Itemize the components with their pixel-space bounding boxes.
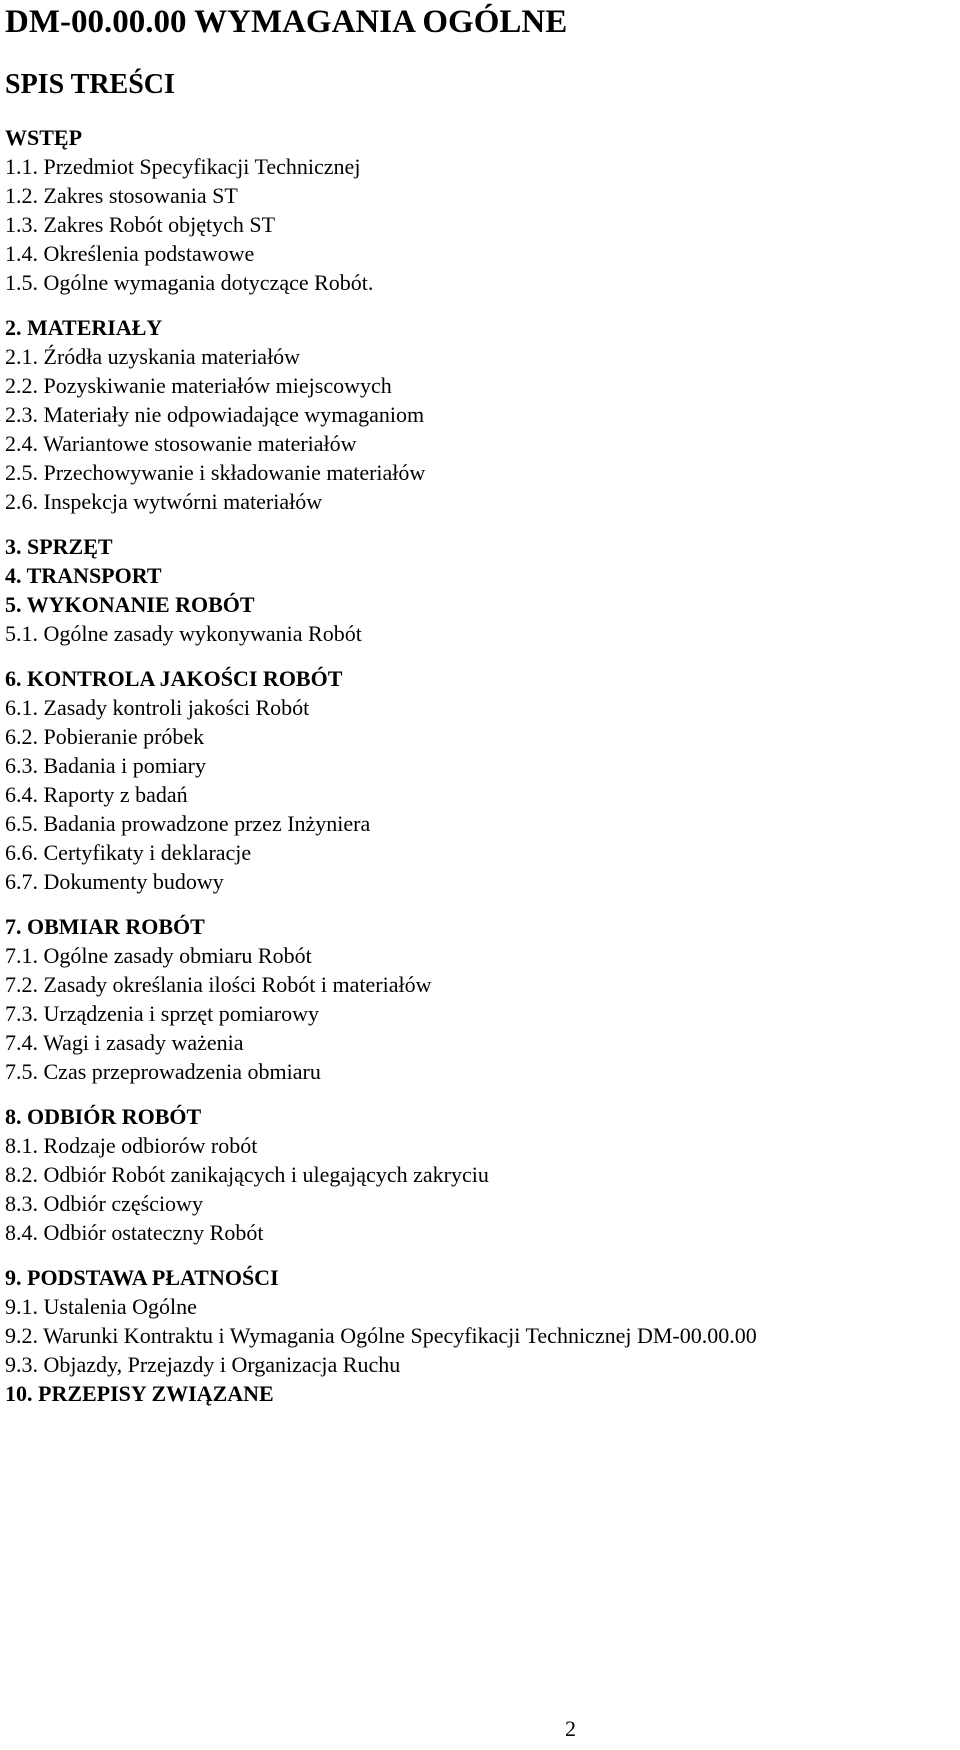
toc-entry: 5.1. Ogólne zasady wykonywania Robót	[5, 621, 362, 646]
toc-entry: 8.2. Odbiór Robót zanikających i ulegających zakryciu	[5, 1162, 489, 1187]
toc-entry: 9.1. Ustalenia Ogólne	[5, 1294, 197, 1319]
toc-chapter-heading: 9. PODSTAWA PŁATNOŚCI	[5, 1265, 279, 1290]
toc-entry: 6.7. Dokumenty budowy	[5, 869, 224, 894]
toc-entry: 8.3. Odbiór częściowy	[5, 1191, 203, 1216]
toc-entry: 1.3. Zakres Robót objętych ST	[5, 212, 276, 237]
toc-entry: 7.1. Ogólne zasady obmiaru Robót	[5, 943, 312, 968]
toc-chapter-heading: 4. TRANSPORT	[5, 563, 162, 588]
toc-entry: 6.2. Pobieranie próbek	[5, 724, 205, 749]
toc-entry: 2.5. Przechowywanie i składowanie materiałów	[5, 460, 426, 485]
toc-entry: 1.4. Określenia podstawowe	[5, 241, 255, 266]
toc-section	[5, 532, 960, 648]
toc-section	[5, 1102, 960, 1247]
toc-chapter-heading: 7. OBMIAR ROBÓT	[5, 914, 205, 939]
toc-entry: 1.2. Zakres stosowania ST	[5, 183, 238, 208]
toc-entry: 6.3. Badania i pomiary	[5, 753, 207, 778]
toc-entry: 9.3. Objazdy, Przejazdy i Organizacja Ruchu	[5, 1352, 401, 1377]
toc-entry: 7.2. Zasady określania ilości Robót i materiałów	[5, 972, 432, 997]
toc-entry: 8.1. Rodzaje odbiorów robót	[5, 1133, 258, 1158]
toc-section	[5, 313, 960, 516]
toc-chapter-heading: WSTĘP	[5, 125, 83, 150]
toc-entry: 2.2. Pozyskiwanie materiałów miejscowych	[5, 373, 392, 398]
toc-section	[5, 123, 960, 297]
toc-section	[5, 1263, 960, 1408]
toc-chapter-heading: 10. PRZEPISY ZWIĄZANE	[5, 1381, 274, 1406]
toc-entry: 8.4. Odbiór ostateczny Robót	[5, 1220, 264, 1245]
table-of-contents	[5, 123, 960, 1408]
toc-chapter-heading: 2. MATERIAŁY	[5, 315, 163, 340]
toc-entry: 9.2. Warunki Kontraktu i Wymagania Ogólne Specyfikacji Technicznej DM-00.00.00	[5, 1323, 757, 1348]
toc-chapter-heading: 5. WYKONANIE ROBÓT	[5, 592, 255, 617]
toc-entry: 6.5. Badania prowadzone przez Inżyniera	[5, 811, 371, 836]
toc-chapter-heading: 3. SPRZĘT	[5, 534, 113, 559]
toc-chapter-heading: 6. KONTROLA JAKOŚCI ROBÓT	[5, 666, 343, 691]
page-number: 2	[565, 1716, 576, 1741]
toc-entry: 7.3. Urządzenia i sprzęt pomiarowy	[5, 1001, 319, 1026]
toc-section	[5, 912, 960, 1086]
toc-entry: 6.4. Raporty z badań	[5, 782, 188, 807]
toc-heading: SPIS TREŚCI	[5, 69, 175, 100]
toc-chapter-heading: 8. ODBIÓR ROBÓT	[5, 1104, 202, 1129]
toc-entry: 2.1. Źródła uzyskania materiałów	[5, 344, 301, 369]
toc-entry: 1.5. Ogólne wymagania dotyczące Robót.	[5, 270, 374, 295]
toc-entry: 6.1. Zasady kontroli jakości Robót	[5, 695, 310, 720]
toc-entry: 1.1. Przedmiot Specyfikacji Technicznej	[5, 154, 361, 179]
toc-section	[5, 664, 960, 896]
toc-entry: 2.6. Inspekcja wytwórni materiałów	[5, 489, 323, 514]
toc-entry: 7.4. Wagi i zasady ważenia	[5, 1030, 244, 1055]
toc-entry: 2.4. Wariantowe stosowanie materiałów	[5, 431, 357, 456]
toc-entry: 2.3. Materiały nie odpowiadające wymaganiom	[5, 402, 425, 427]
toc-entry: 7.5. Czas przeprowadzenia obmiaru	[5, 1059, 321, 1084]
toc-entry: 6.6. Certyfikaty i deklaracje	[5, 840, 252, 865]
document-title: DM-00.00.00 WYMAGANIA OGÓLNE	[5, 4, 568, 40]
